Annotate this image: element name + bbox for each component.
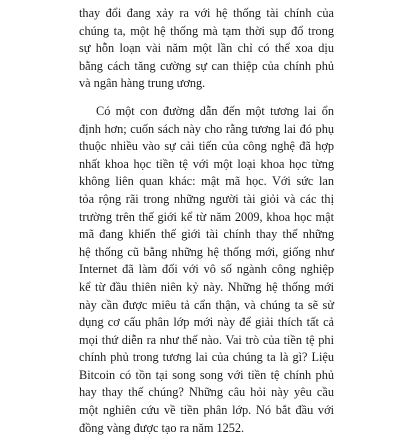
text-line: đồng vàng được tạo ra năm 1252. <box>79 420 245 435</box>
text-line: trường trên thế giới kể từ năm 2009, khoa học mật <box>79 209 334 224</box>
text-line: và ngân hàng trung ương. <box>79 76 206 91</box>
paragraph <box>79 5 334 93</box>
text-line: tỏa rộng rãi trong những người tài giỏi và các thị <box>79 191 334 206</box>
text-line: hệ thống cũ bằng những hệ thống mới, giống như <box>79 244 334 259</box>
text-line: chúng ta, một hệ thống mà tạm thời sụp đổ trong <box>79 23 334 38</box>
text-line: một nghiên cứu về tiền phân lớp. Nó bắt đầu với <box>79 403 334 418</box>
text-line: định hơn; cuốn sách này cho rằng tương lai đó phụ <box>79 121 334 136</box>
body-text <box>79 5 334 437</box>
paragraph-gap <box>79 93 334 103</box>
paragraph <box>79 103 334 437</box>
text-line: dụng cơ cấu phân lớp mới này để giải thích tất cả <box>79 315 334 330</box>
text-line: bằng cách tăng cường sự can thiệp của chính phủ <box>79 58 334 73</box>
text-line: mọi thứ diễn ra như thế nào. Vai trò của tiền tệ phi <box>79 332 334 347</box>
text-line: này cần được miêu tả cẩn thận, và chúng ta sẽ sử <box>79 297 334 312</box>
text-line: Bitcoin có tồn tại song song với tiền tệ chính phủ <box>79 367 334 382</box>
text-line: không liên quan khác: mật mã học. Với sức lan <box>79 174 334 189</box>
text-line: thuộc nhiều vào sự cải tiến của công nghệ đã hợp <box>79 139 334 154</box>
text-line: chính phủ trong tương lai của chúng ta là gì? Liệu <box>79 350 334 365</box>
text-line: mã đang khiến thế giới tài chính thay thế những <box>79 227 334 242</box>
text-line: Internet đã làm đối với vô số ngành công nghiệp <box>79 262 334 277</box>
text-line: thay đổi đang xảy ra với hệ thống tài chính của <box>79 6 334 20</box>
text-line: Có một con đường dẫn đến một tương lai ổn <box>96 103 334 118</box>
text-line: nhất khoa học tiền tệ với một loại khoa học từng <box>79 156 334 171</box>
text-line: kể từ đầu thiên niên kỷ này. Những hệ thống mới <box>79 279 334 294</box>
text-line: sự hỗn loạn vài năm một lần chỉ có thể xoa dịu <box>79 41 334 56</box>
text-line: hay thay thế chúng? Những câu hỏi này yêu cầu <box>79 385 334 400</box>
